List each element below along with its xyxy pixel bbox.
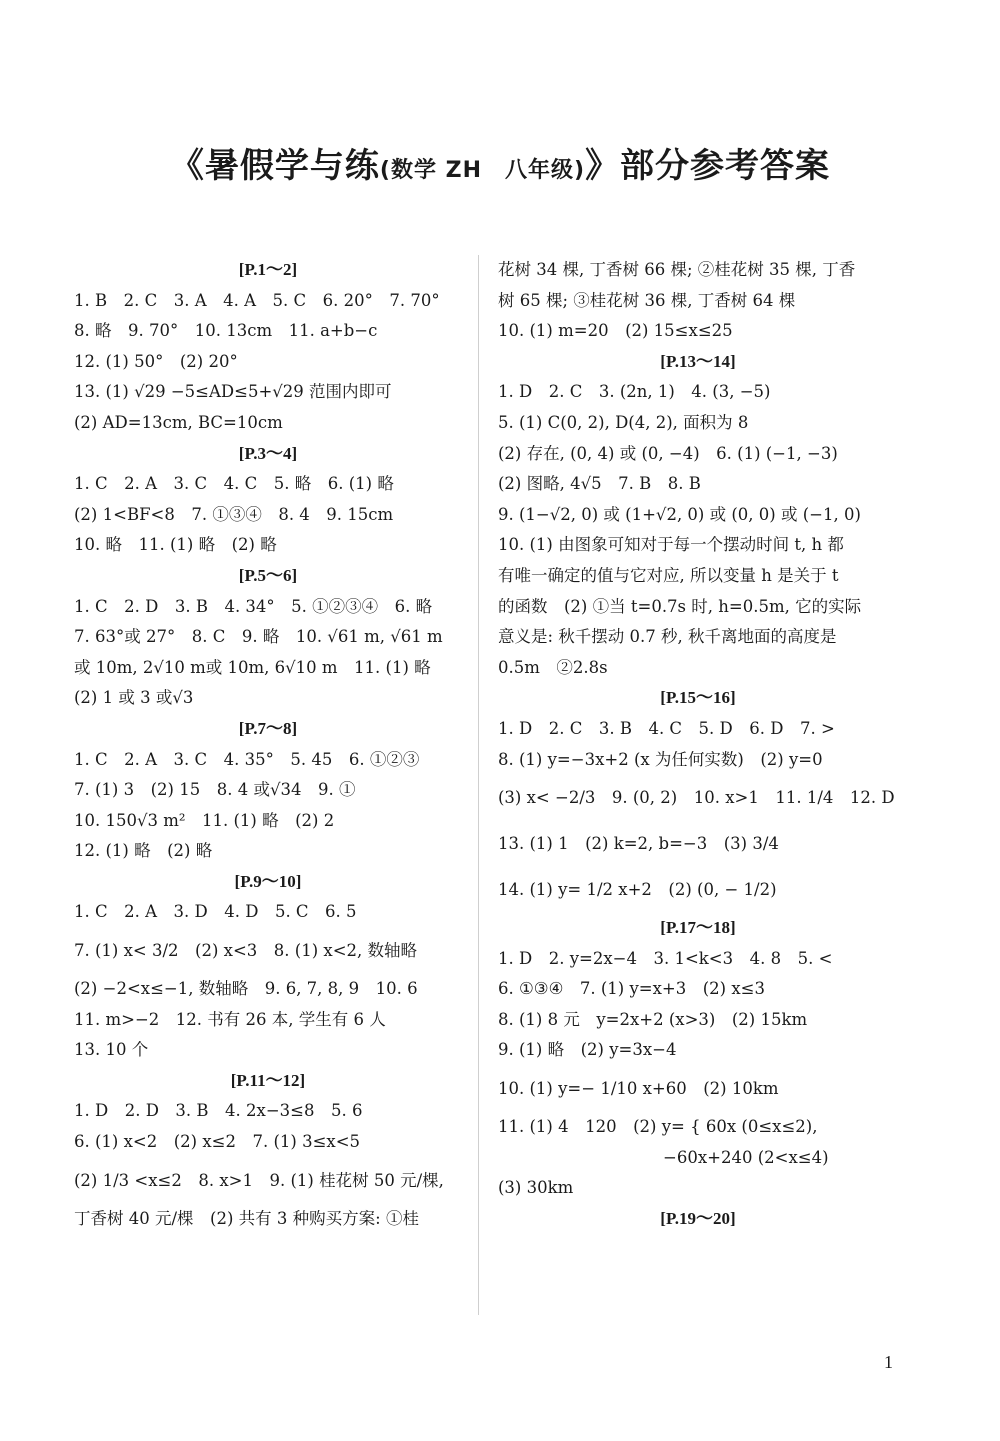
section-heading: [P.1～2] [238, 260, 298, 279]
answer-line: (2) 存在, (0, 4) 或 (0, −4) 6. (1) (−1, −3) [498, 443, 838, 463]
answer-line: 1. C 2. A 3. C 4. 35° 5. 45 6. ①②③ [74, 749, 420, 769]
answer-line: 丁香树 40 元/棵 (2) 共有 3 种购买方案: ①桂 [74, 1208, 419, 1228]
answer-line: 1. B 2. C 3. A 4. A 5. C 6. 20° 7. 70° [74, 290, 440, 310]
left-answer-column [74, 255, 462, 1234]
answer-line: (3) x< −2/3 9. (0, 2) 10. x>1 11. 1/4 12. D [498, 788, 895, 808]
answer-line: 的函数 (2) ①当 t=0.7s 时, h=0.5m, 它的实际 [498, 596, 862, 616]
watermark-logo [818, 1340, 990, 1435]
answer-line: 1. C 2. D 3. B 4. 34° 5. ①②③④ 6. 略 [74, 596, 433, 616]
answer-line: 5. (1) C(0, 2), D(4, 2), 面积为 8 [498, 412, 749, 432]
answer-line: 8. (1) y=−3x+2 (x 为任何实数) (2) y=0 [498, 749, 823, 769]
answer-line: (2) 图略, 4√5 7. B 8. B [498, 474, 701, 494]
answer-line: 11. (1) 4 120 (2) y= { 60x (0≤x≤2), [498, 1117, 818, 1137]
answer-line: (2) 1 或 3 或√3 [74, 688, 194, 708]
answer-line: 树 65 棵; ③桂花树 36 棵, 丁香树 64 棵 [498, 290, 796, 310]
section-heading: [P.7～8] [238, 718, 298, 738]
answer-line: 12. (1) 50° (2) 20° [74, 351, 238, 371]
answer-line: 13. 10 个 [74, 1040, 149, 1060]
section-heading: [P.11～12] [230, 1070, 306, 1090]
answer-line: (3) 30km [498, 1178, 574, 1198]
section-heading: [P.13～14] [660, 351, 736, 371]
answer-line: 10. (1) 由图象可知对于每一个摆动时间 t, h 都 [498, 535, 844, 555]
answer-line: −60x+240 (2<x≤4) [498, 1147, 829, 1167]
answer-line: (2) 1<BF<8 7. ①③④ 8. 4 9. 15cm [74, 504, 394, 524]
section-heading: [P.9～10] [234, 871, 302, 891]
answer-line: 10. (1) m=20 (2) 15≤x≤25 [498, 321, 733, 341]
answer-line: 10. (1) y=− 1/10 x+60 (2) 10km [498, 1079, 779, 1099]
answer-line: 8. 略 9. 70° 10. 13cm 11. a+b−c [74, 321, 378, 341]
answer-line: (2) −2<x≤−1, 数轴略 9. 6, 7, 8, 9 10. 6 [74, 979, 418, 999]
title-sub: (数学 ZH 八年级) [379, 158, 586, 183]
answer-line: 1. D 2. D 3. B 4. 2x−3≤8 5. 6 [74, 1101, 363, 1121]
answer-line: 10. 150√3 m² 11. (1) 略 (2) 2 [74, 810, 335, 830]
answer-line: 13. (1) 1 (2) k=2, b=−3 (3) 3/4 [498, 834, 779, 854]
answer-line: 1. C 2. A 3. D 4. D 5. C 6. 5 [74, 902, 357, 922]
answer-line: 7. (1) x< 3/2 (2) x<3 8. (1) x<2, 数轴略 [74, 941, 418, 961]
answer-line: 0.5m ②2.8s [498, 657, 608, 677]
answer-line: 9. (1) 略 (2) y=3x−4 [498, 1040, 677, 1060]
answer-line: 意义是: 秋千摆动 0.7 秒, 秋千离地面的高度是 [498, 627, 837, 647]
answer-line: 10. 略 11. (1) 略 (2) 略 [74, 535, 277, 555]
page-title [0, 138, 1000, 187]
answer-line: 1. D 2. C 3. (2n, 1) 4. (3, −5) [498, 382, 771, 402]
answer-line: (2) AD=13cm, BC=10cm [74, 412, 283, 432]
answer-line: 6. (1) x<2 (2) x≤2 7. (1) 3≤x<5 [74, 1132, 361, 1152]
section-heading: [P.15～16] [660, 688, 736, 708]
section-heading: [P.3～4] [238, 443, 298, 463]
section-heading: [P.17～18] [660, 918, 736, 938]
answer-line: 7. (1) 3 (2) 15 8. 4 或√34 9. ① [74, 780, 356, 800]
answer-line: 或 10m, 2√10 m或 10m, 6√10 m 11. (1) 略 [74, 657, 431, 677]
answer-line: 1. D 2. y=2x−4 3. 1<k<3 4. 8 5. < [498, 948, 833, 968]
answer-line: 1. C 2. A 3. C 4. C 5. 略 6. (1) 略 [74, 474, 394, 494]
answer-line: 有唯一确定的值与它对应, 所以变量 h 是关于 t [498, 565, 839, 585]
answer-line: 花树 34 棵, 丁香树 66 棵; ②桂花树 35 棵, 丁香 [498, 260, 856, 279]
title-main: 《暑假学与练 [169, 146, 380, 186]
answer-line: 1. D 2. C 3. B 4. C 5. D 6. D 7. > [498, 718, 835, 738]
column-divider [478, 255, 479, 1315]
title-tail: 》部分参考答案 [585, 146, 831, 186]
section-heading: [P.19～20] [660, 1208, 736, 1228]
answer-line: 14. (1) y= 1/2 x+2 (2) (0, − 1/2) [498, 880, 777, 900]
answer-line: 7. 63°或 27° 8. C 9. 略 10. √61 m, √61 m [74, 627, 443, 647]
answer-line: 9. (1−√2, 0) 或 (1+√2, 0) 或 (0, 0) 或 (−1, 0) [498, 504, 861, 524]
page-number: 1 [884, 1352, 893, 1372]
answer-line: 13. (1) √29 −5≤AD≤5+√29 范围内即可 [74, 382, 392, 402]
answer-line: (2) 1/3 <x≤2 8. x>1 9. (1) 桂花树 50 元/棵, [74, 1170, 444, 1190]
right-answer-column [498, 255, 898, 1234]
answer-line: 12. (1) 略 (2) 略 [74, 841, 213, 861]
answer-line: 11. m>−2 12. 书有 26 本, 学生有 6 人 [74, 1009, 386, 1029]
answer-line: 6. ①③④ 7. (1) y=x+3 (2) x≤3 [498, 979, 765, 999]
section-heading: [P.5～6] [238, 565, 298, 585]
answer-line: 8. (1) 8 元 y=2x+2 (x>3) (2) 15km [498, 1009, 808, 1029]
